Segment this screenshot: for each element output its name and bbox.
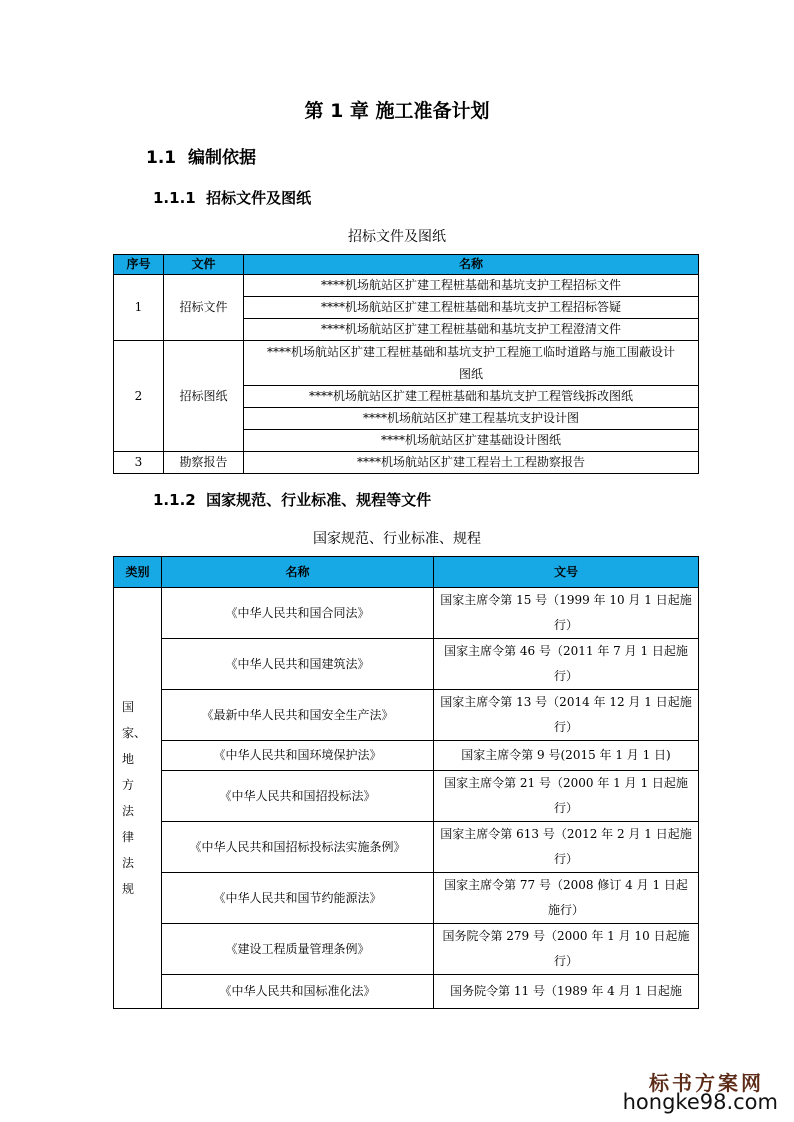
header-name: 名称 (244, 255, 699, 275)
category-char: 地 (122, 752, 135, 766)
subsection-title: 招标文件及图纸 (206, 189, 312, 207)
law-name-cell: 《中华人民共和国建筑法》 (162, 639, 434, 690)
table-row (114, 822, 699, 873)
category-char: 国 (122, 700, 135, 714)
chapter-title: 第 1 章 施工准备计划 (304, 100, 490, 122)
doc-no-cell: 国家主席令第 77 号（2008 修订 4 月 1 日起施行） (434, 873, 699, 924)
doc-no-cell: 国家主席令第 13 号（2014 年 12 月 1 日起施行） (434, 690, 699, 741)
name-cell: ****机场航站区扩建工程基坑支护设计图 (244, 408, 699, 430)
table-row (114, 690, 699, 741)
header-seq: 序号 (114, 255, 164, 275)
table-header-row (114, 255, 699, 275)
type-cell: 招标图纸 (164, 341, 244, 452)
name-cell: ****机场航站区扩建工程桩基础和基坑支护工程招标答疑 (244, 297, 699, 319)
law-name-cell: 《建设工程质量管理条例》 (162, 924, 434, 975)
table-row (114, 771, 699, 822)
subsection-heading-1 (153, 187, 311, 208)
section-title: 编制依据 (187, 148, 256, 168)
table-row (114, 452, 699, 474)
header-name: 名称 (162, 557, 434, 588)
name-cell: ****机场航站区扩建工程桩基础和基坑支护工程管线拆改图纸 (244, 386, 699, 408)
law-name-cell: 《中华人民共和国节约能源法》 (162, 873, 434, 924)
table-row (114, 588, 699, 639)
law-name-cell: 《中华人民共和国标准化法》 (162, 975, 434, 1009)
category-cell (114, 588, 162, 1009)
type-cell: 勘察报告 (164, 452, 244, 474)
watermark-logo: 标书方案网 (649, 1071, 764, 1095)
doc-no-cell: 国务院令第 11 号（1989 年 4 月 1 日起施 (434, 975, 699, 1009)
seq-cell: 3 (114, 452, 164, 474)
doc-no-cell: 国家主席令第 46 号（2011 年 7 月 1 日起施行） (434, 639, 699, 690)
table-row (114, 741, 699, 771)
table1-caption: 招标文件及图纸 (348, 229, 446, 245)
law-name-cell: 《中华人民共和国招标投标法实施条例》 (162, 822, 434, 873)
name-cell: ****机场航站区扩建工程桩基础和基坑支护工程澄清文件 (244, 319, 699, 341)
table-row (114, 924, 699, 975)
law-name-cell: 《中华人民共和国招投标法》 (162, 771, 434, 822)
subsection-number: 1.1.2 (153, 491, 196, 509)
table2-caption: 国家规范、行业标准、规程 (313, 531, 481, 547)
subsection-heading-2 (153, 489, 431, 510)
table-row (114, 975, 699, 1009)
name-cell: ****机场航站区扩建基础设计图纸 (244, 430, 699, 452)
category-char: 方 (122, 778, 135, 792)
law-name-cell: 《中华人民共和国合同法》 (162, 588, 434, 639)
table-header-row (114, 557, 699, 588)
name-cell: ****机场航站区扩建工程岩土工程勘察报告 (244, 452, 699, 474)
bidding-docs-table (113, 254, 699, 474)
law-name-cell: 《最新中华人民共和国安全生产法》 (162, 690, 434, 741)
doc-no-cell: 国家主席令第 21 号（2000 年 1 月 1 日起施行） (434, 771, 699, 822)
category-char: 法 (122, 804, 135, 818)
doc-no-cell: 国家主席令第 613 号（2012 年 2 月 1 日起施行） (434, 822, 699, 873)
subsection-title: 国家规范、行业标准、规程等文件 (206, 491, 432, 509)
category-char: 律 (122, 830, 135, 844)
seq-cell: 2 (114, 341, 164, 452)
header-doc-no: 文号 (434, 557, 699, 588)
doc-no-cell: 国家主席令第 15 号（1999 年 10 月 1 日起施行） (434, 588, 699, 639)
subsection-number: 1.1.1 (153, 189, 196, 207)
table-row (114, 873, 699, 924)
section-number: 1.1 (146, 148, 177, 168)
category-char: 法 (122, 856, 135, 870)
name-cell: ****机场航站区扩建工程桩基础和基坑支护工程施工临时道路与施工围蔽设计图纸 (244, 341, 699, 386)
header-category: 类别 (114, 557, 162, 588)
section-heading (146, 143, 256, 168)
doc-no-cell: 国家主席令第 9 号(2015 年 1 月 1 日) (434, 741, 699, 771)
law-name-cell: 《中华人民共和国环境保护法》 (162, 741, 434, 771)
watermark-url: hongke98.com (622, 1090, 778, 1114)
name-cell: ****机场航站区扩建工程桩基础和基坑支护工程招标文件 (244, 275, 699, 297)
category-char: 家、 (122, 726, 147, 740)
table-row (114, 341, 699, 386)
seq-cell: 1 (114, 275, 164, 341)
table-row (114, 639, 699, 690)
table-row (114, 275, 699, 297)
header-file: 文件 (164, 255, 244, 275)
category-char: 规 (122, 882, 135, 896)
doc-no-cell: 国务院令第 279 号（2000 年 1 月 10 日起施行） (434, 924, 699, 975)
regulations-table (113, 556, 699, 1009)
type-cell: 招标文件 (164, 275, 244, 341)
